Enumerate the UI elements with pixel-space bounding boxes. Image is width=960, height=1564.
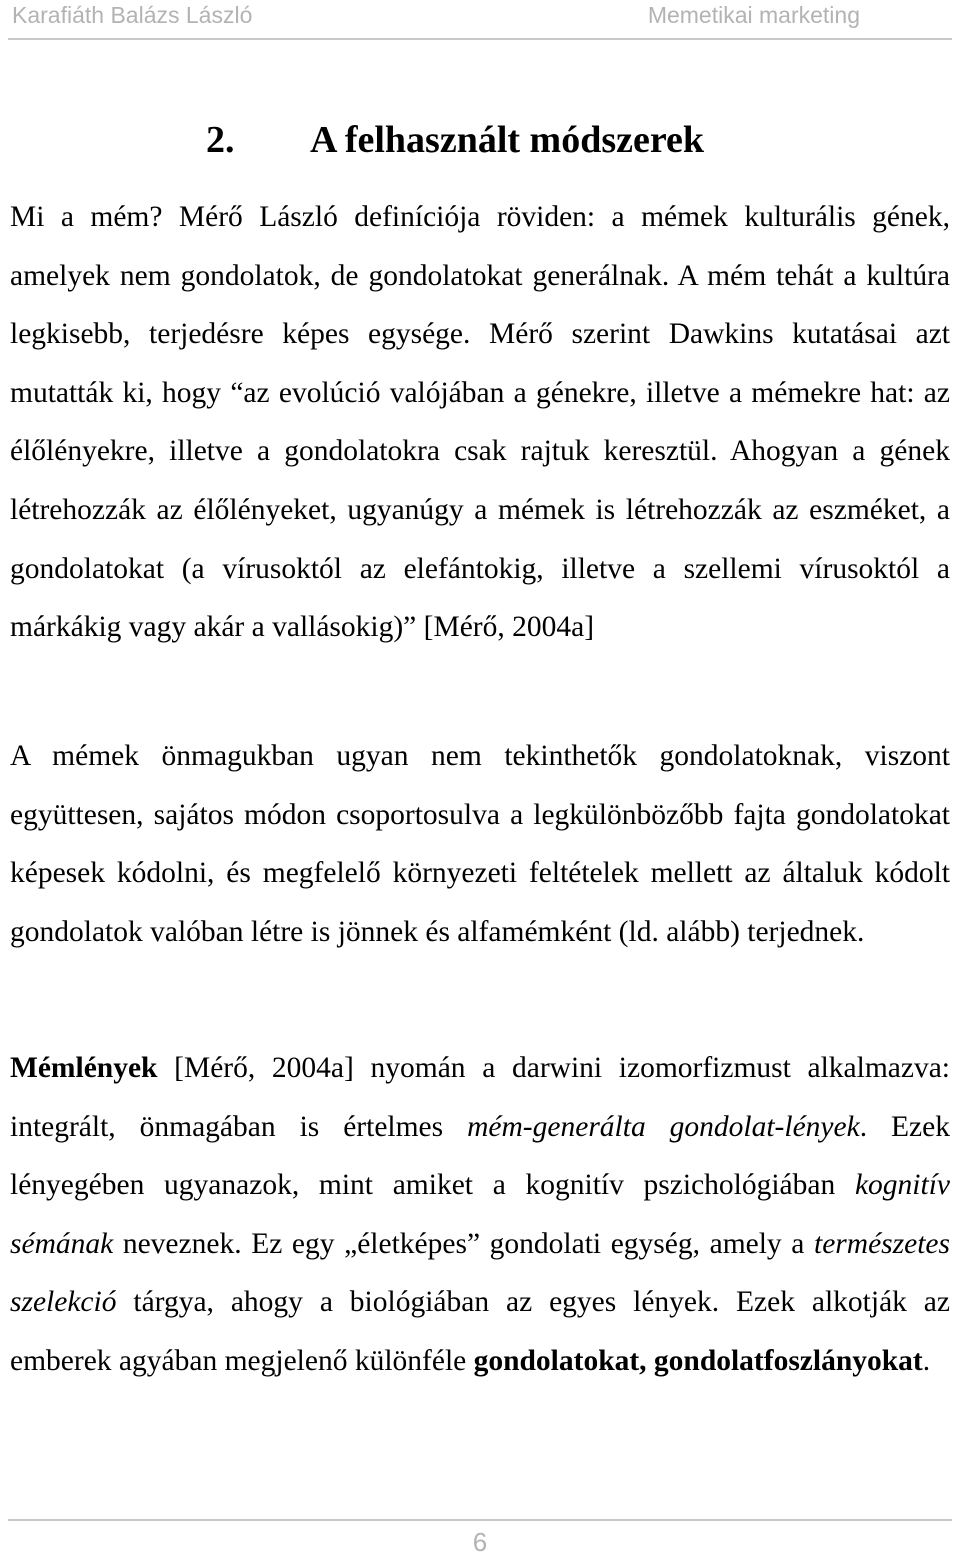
paragraph-meme-encoding: A mémek önmagukban ugyan nem tekinthetők gondolatoknak, viszont együttesen, sajátos módon csoportosulva a legkülönbözőbb fajta gondolatokat képesek kódolni, és megfelelő környezeti feltételek mellett az általuk kódolt gondolatok valóban létre is jönnek és alfamémként (ld. alább) terjednek. <box>10 740 950 948</box>
footer-divider <box>8 1519 952 1521</box>
paragraph-meme-definition: Mi a mém? Mérő László definíciója röviden: a mémek kulturális gének, amelyek nem gondolatok, de gondolatokat generálnak. A mém tehát a kultúra legkisebb, terjedésre képes egysége. Mérő szerint Dawkins kutatásai azt mutatták ki, hogy “az evolúció valójában a génekre, illetve a mémekre hat: az élőlényekre, illetve a gondolatokra csak rajtuk keresztül. Ahogyan a gének létrehozzák az élőlényeket, ugyanúgy a mémek is létrehozzák az eszméket, a gondolatokat (a vírusoktól az elefántokig, illetve a szellemi vírusoktól a márkákig vagy akár a vallásokig)” [Mérő, 2004a] <box>10 201 950 644</box>
page-number: 6 <box>472 1527 488 1557</box>
section-title: A felhasznált módszerek <box>310 119 705 161</box>
text-run: . <box>922 1344 931 1377</box>
bold-run: gondolatokat, gondolatfoszlányokat <box>473 1344 923 1377</box>
italic-run: kognitív sémának <box>10 1169 950 1260</box>
header-title: Memetikai marketing <box>647 2 860 28</box>
paragraph-memlenyek <box>10 1039 950 1391</box>
page-header <box>8 0 952 40</box>
text-run: tárgya, ahogy a biológiában az egyes lények. Ezek alkotják az emberek agyában megjelenő különféle <box>10 1286 950 1377</box>
term-memlenyek: Mémlények <box>10 1052 158 1084</box>
section-number: 2. <box>206 119 235 161</box>
text-run: [Mérő, 2004a] nyomán a darwini izomorfizmust alkalmazva: integrált, önmagában is értelmes <box>10 1052 950 1143</box>
header-author: Karafiáth Balázs László <box>12 2 253 28</box>
italic-run: természetes szelekció <box>10 1227 950 1319</box>
text-run: neveznek. Ez egy „életképes” gondolati egység, amely a <box>113 1227 814 1260</box>
italic-run: mém-generálta gondolat-lények <box>467 1110 860 1143</box>
text-run: . Ezek lényegében ugyanazok, mint amiket a kognitív pszichológiában <box>10 1110 950 1202</box>
